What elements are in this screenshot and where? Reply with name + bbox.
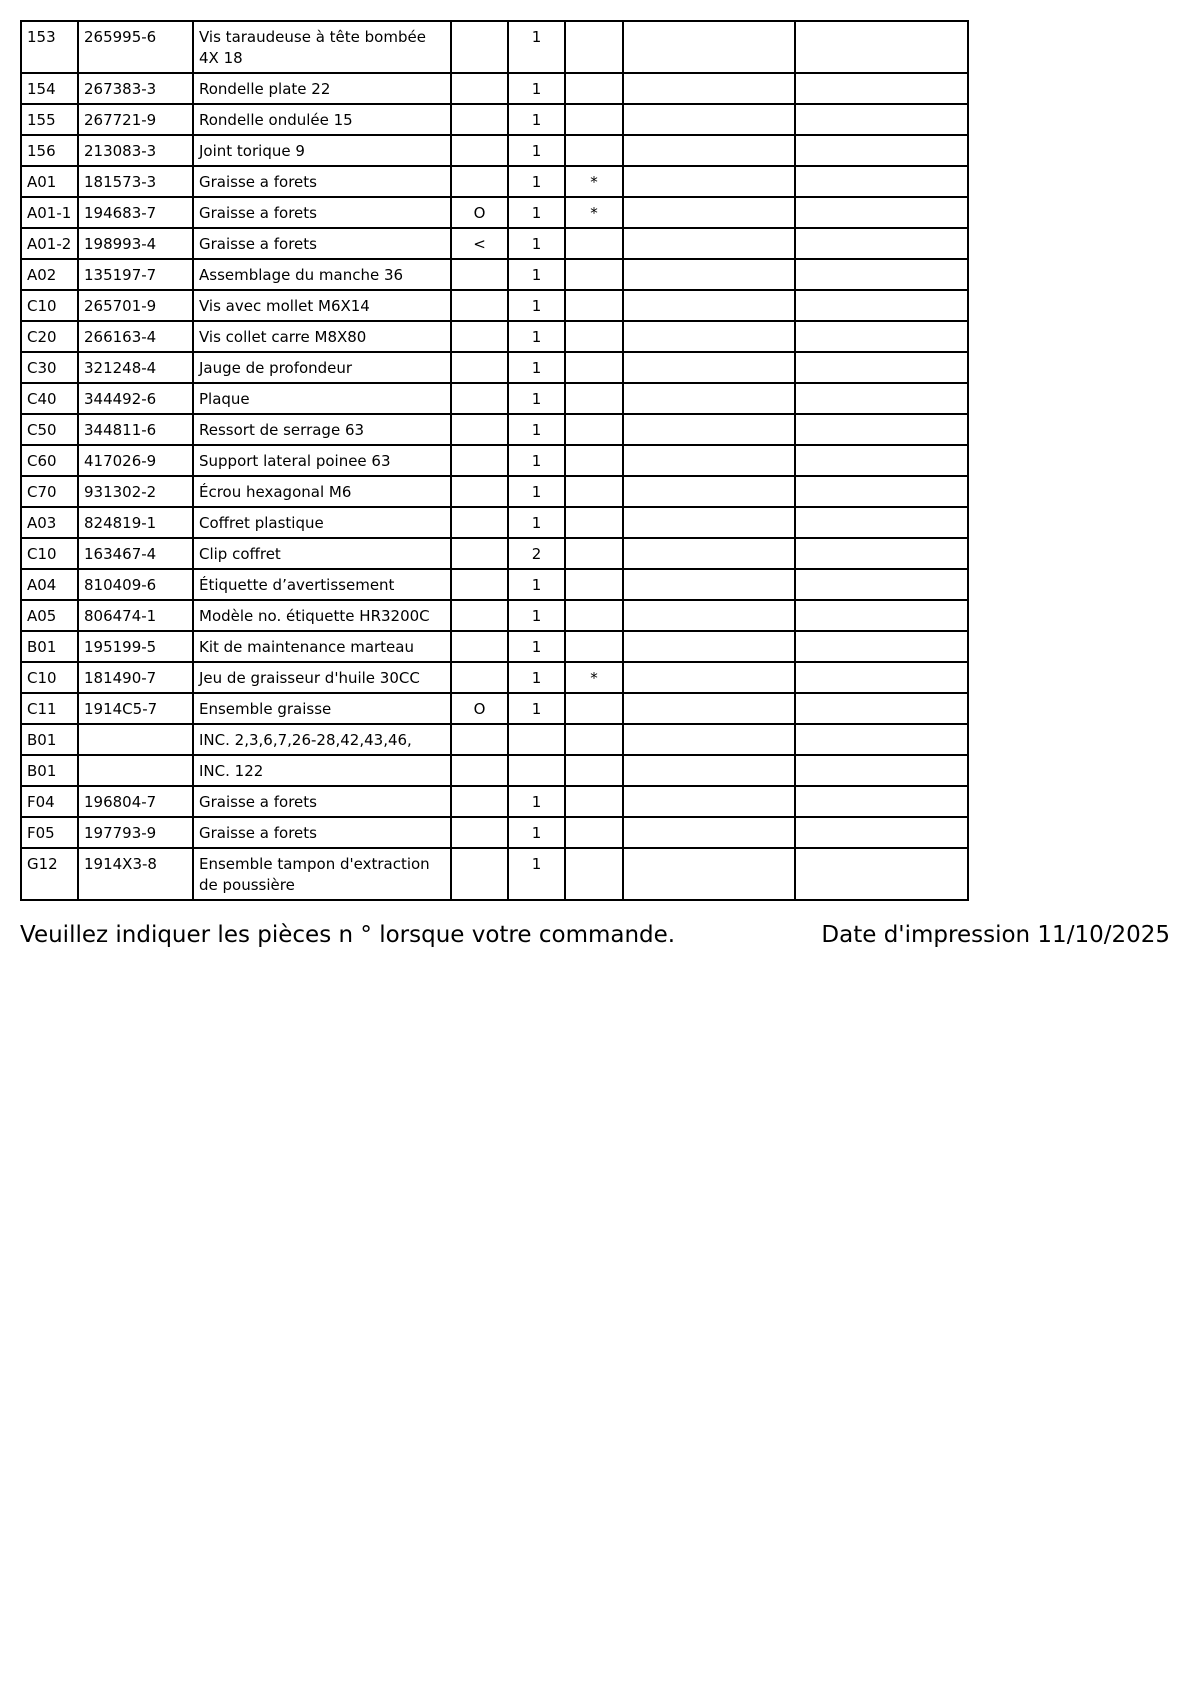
table-row bbox=[21, 352, 968, 383]
note-cell bbox=[565, 755, 623, 786]
part-number-cell: 135197-7 bbox=[78, 259, 193, 290]
blank-cell-1 bbox=[623, 197, 795, 228]
blank-cell-1 bbox=[623, 538, 795, 569]
note-cell bbox=[565, 538, 623, 569]
quantity-cell: 1 bbox=[508, 569, 565, 600]
mark-cell bbox=[451, 631, 508, 662]
blank-cell-2 bbox=[795, 383, 968, 414]
blank-cell-2 bbox=[795, 476, 968, 507]
blank-cell-1 bbox=[623, 352, 795, 383]
parts-table bbox=[20, 20, 969, 901]
ref-cell: 156 bbox=[21, 135, 78, 166]
part-number-cell: 810409-6 bbox=[78, 569, 193, 600]
table-row bbox=[21, 817, 968, 848]
ref-cell: A04 bbox=[21, 569, 78, 600]
note-cell: * bbox=[565, 662, 623, 693]
description-cell: Graisse a forets bbox=[193, 166, 451, 197]
ref-cell: C40 bbox=[21, 383, 78, 414]
blank-cell-2 bbox=[795, 73, 968, 104]
part-number-cell: 195199-5 bbox=[78, 631, 193, 662]
blank-cell-2 bbox=[795, 538, 968, 569]
blank-cell-1 bbox=[623, 817, 795, 848]
quantity-cell: 1 bbox=[508, 321, 565, 352]
quantity-cell: 1 bbox=[508, 786, 565, 817]
quantity-cell: 1 bbox=[508, 104, 565, 135]
table-row bbox=[21, 166, 968, 197]
part-number-cell: 265995-6 bbox=[78, 21, 193, 73]
description-cell: Kit de maintenance marteau bbox=[193, 631, 451, 662]
mark-cell bbox=[451, 73, 508, 104]
note-cell bbox=[565, 352, 623, 383]
blank-cell-2 bbox=[795, 600, 968, 631]
mark-cell bbox=[451, 383, 508, 414]
ref-cell: 153 bbox=[21, 21, 78, 73]
mark-cell bbox=[451, 755, 508, 786]
table-row bbox=[21, 445, 968, 476]
blank-cell-1 bbox=[623, 414, 795, 445]
blank-cell-2 bbox=[795, 166, 968, 197]
part-number-cell: 417026-9 bbox=[78, 445, 193, 476]
quantity-cell bbox=[508, 755, 565, 786]
description-cell: Ensemble graisse bbox=[193, 693, 451, 724]
ref-cell: A05 bbox=[21, 600, 78, 631]
description-cell: Modèle no. étiquette HR3200C bbox=[193, 600, 451, 631]
quantity-cell: 1 bbox=[508, 848, 565, 900]
part-number-cell: 344811-6 bbox=[78, 414, 193, 445]
part-number-cell: 265701-9 bbox=[78, 290, 193, 321]
blank-cell-2 bbox=[795, 290, 968, 321]
mark-cell bbox=[451, 321, 508, 352]
note-cell bbox=[565, 383, 623, 414]
mark-cell bbox=[451, 290, 508, 321]
note-cell bbox=[565, 414, 623, 445]
note-cell bbox=[565, 290, 623, 321]
table-row bbox=[21, 290, 968, 321]
description-cell: Graisse a forets bbox=[193, 197, 451, 228]
blank-cell-2 bbox=[795, 724, 968, 755]
blank-cell-1 bbox=[623, 476, 795, 507]
note-cell bbox=[565, 817, 623, 848]
blank-cell-1 bbox=[623, 848, 795, 900]
mark-cell bbox=[451, 352, 508, 383]
blank-cell-1 bbox=[623, 755, 795, 786]
mark-cell bbox=[451, 848, 508, 900]
mark-cell bbox=[451, 724, 508, 755]
ref-cell: 154 bbox=[21, 73, 78, 104]
part-number-cell: 196804-7 bbox=[78, 786, 193, 817]
description-cell: Graisse a forets bbox=[193, 786, 451, 817]
table-row bbox=[21, 259, 968, 290]
table-row bbox=[21, 104, 968, 135]
note-cell bbox=[565, 693, 623, 724]
note-cell bbox=[565, 600, 623, 631]
quantity-cell: 1 bbox=[508, 693, 565, 724]
blank-cell-1 bbox=[623, 321, 795, 352]
mark-cell bbox=[451, 135, 508, 166]
part-number-cell: 266163-4 bbox=[78, 321, 193, 352]
mark-cell bbox=[451, 21, 508, 73]
mark-cell bbox=[451, 817, 508, 848]
blank-cell-2 bbox=[795, 755, 968, 786]
table-row bbox=[21, 662, 968, 693]
table-row bbox=[21, 848, 968, 900]
mark-cell bbox=[451, 538, 508, 569]
note-cell bbox=[565, 228, 623, 259]
part-number-cell: 198993-4 bbox=[78, 228, 193, 259]
note-cell bbox=[565, 73, 623, 104]
part-number-cell: 197793-9 bbox=[78, 817, 193, 848]
description-cell: Rondelle plate 22 bbox=[193, 73, 451, 104]
description-cell: Vis taraudeuse à tête bombée 4X 18 bbox=[193, 21, 451, 73]
ref-cell: F04 bbox=[21, 786, 78, 817]
parts-table-body bbox=[21, 21, 968, 900]
description-cell: INC. 122 bbox=[193, 755, 451, 786]
part-number-cell: 267383-3 bbox=[78, 73, 193, 104]
quantity-cell: 1 bbox=[508, 290, 565, 321]
quantity-cell: 1 bbox=[508, 228, 565, 259]
note-cell bbox=[565, 135, 623, 166]
description-cell: Joint torique 9 bbox=[193, 135, 451, 166]
note-cell: * bbox=[565, 166, 623, 197]
description-cell: Plaque bbox=[193, 383, 451, 414]
note-cell bbox=[565, 631, 623, 662]
quantity-cell: 1 bbox=[508, 73, 565, 104]
blank-cell-2 bbox=[795, 817, 968, 848]
mark-cell: O bbox=[451, 693, 508, 724]
table-row bbox=[21, 73, 968, 104]
mark-cell bbox=[451, 166, 508, 197]
note-cell: * bbox=[565, 197, 623, 228]
table-row bbox=[21, 786, 968, 817]
ref-cell: F05 bbox=[21, 817, 78, 848]
quantity-cell: 1 bbox=[508, 476, 565, 507]
description-cell: Jauge de profondeur bbox=[193, 352, 451, 383]
table-row bbox=[21, 414, 968, 445]
description-cell: Rondelle ondulée 15 bbox=[193, 104, 451, 135]
ref-cell: C11 bbox=[21, 693, 78, 724]
blank-cell-2 bbox=[795, 228, 968, 259]
blank-cell-2 bbox=[795, 414, 968, 445]
part-number-cell: 181490-7 bbox=[78, 662, 193, 693]
mark-cell bbox=[451, 569, 508, 600]
mark-cell: O bbox=[451, 197, 508, 228]
ref-cell: C60 bbox=[21, 445, 78, 476]
ref-cell: C10 bbox=[21, 290, 78, 321]
blank-cell-2 bbox=[795, 321, 968, 352]
mark-cell bbox=[451, 600, 508, 631]
blank-cell-2 bbox=[795, 135, 968, 166]
mark-cell bbox=[451, 786, 508, 817]
blank-cell-1 bbox=[623, 21, 795, 73]
quantity-cell: 1 bbox=[508, 445, 565, 476]
mark-cell bbox=[451, 662, 508, 693]
quantity-cell: 1 bbox=[508, 662, 565, 693]
quantity-cell: 1 bbox=[508, 507, 565, 538]
part-number-cell: 1914X3-8 bbox=[78, 848, 193, 900]
note-cell bbox=[565, 21, 623, 73]
part-number-cell: 194683-7 bbox=[78, 197, 193, 228]
ref-cell: B01 bbox=[21, 631, 78, 662]
part-number-cell: 163467-4 bbox=[78, 538, 193, 569]
ref-cell: C70 bbox=[21, 476, 78, 507]
blank-cell-2 bbox=[795, 848, 968, 900]
description-cell: Étiquette d’avertissement bbox=[193, 569, 451, 600]
ref-cell: B01 bbox=[21, 724, 78, 755]
note-cell bbox=[565, 569, 623, 600]
mark-cell bbox=[451, 507, 508, 538]
quantity-cell: 1 bbox=[508, 631, 565, 662]
part-number-cell: 806474-1 bbox=[78, 600, 193, 631]
description-cell: Graisse a forets bbox=[193, 817, 451, 848]
table-row bbox=[21, 569, 968, 600]
quantity-cell: 1 bbox=[508, 352, 565, 383]
part-number-cell: 931302-2 bbox=[78, 476, 193, 507]
quantity-cell: 1 bbox=[508, 197, 565, 228]
ref-cell: C20 bbox=[21, 321, 78, 352]
blank-cell-1 bbox=[623, 445, 795, 476]
description-cell: Ensemble tampon d'extraction de poussière bbox=[193, 848, 451, 900]
ref-cell: A01 bbox=[21, 166, 78, 197]
blank-cell-1 bbox=[623, 135, 795, 166]
description-cell: Graisse a forets bbox=[193, 228, 451, 259]
ref-cell: B01 bbox=[21, 755, 78, 786]
blank-cell-1 bbox=[623, 166, 795, 197]
ref-cell: A03 bbox=[21, 507, 78, 538]
note-cell bbox=[565, 321, 623, 352]
mark-cell bbox=[451, 476, 508, 507]
table-row bbox=[21, 321, 968, 352]
table-row bbox=[21, 724, 968, 755]
description-cell: Coffret plastique bbox=[193, 507, 451, 538]
quantity-cell: 2 bbox=[508, 538, 565, 569]
blank-cell-2 bbox=[795, 662, 968, 693]
blank-cell-1 bbox=[623, 631, 795, 662]
blank-cell-2 bbox=[795, 693, 968, 724]
part-number-cell: 181573-3 bbox=[78, 166, 193, 197]
note-cell bbox=[565, 445, 623, 476]
ref-cell: C10 bbox=[21, 538, 78, 569]
print-date: Date d'impression 11/10/2025 bbox=[821, 922, 1170, 948]
description-cell: Jeu de graisseur d'huile 30CC bbox=[193, 662, 451, 693]
blank-cell-2 bbox=[795, 104, 968, 135]
description-cell: Assemblage du manche 36 bbox=[193, 259, 451, 290]
blank-cell-2 bbox=[795, 445, 968, 476]
ref-cell: 155 bbox=[21, 104, 78, 135]
mark-cell bbox=[451, 414, 508, 445]
note-cell bbox=[565, 259, 623, 290]
table-row bbox=[21, 600, 968, 631]
part-number-cell: 213083-3 bbox=[78, 135, 193, 166]
blank-cell-2 bbox=[795, 197, 968, 228]
note-cell bbox=[565, 476, 623, 507]
description-cell: Clip coffret bbox=[193, 538, 451, 569]
table-row bbox=[21, 197, 968, 228]
ref-cell: C30 bbox=[21, 352, 78, 383]
table-row bbox=[21, 693, 968, 724]
note-cell bbox=[565, 104, 623, 135]
quantity-cell: 1 bbox=[508, 383, 565, 414]
quantity-cell: 1 bbox=[508, 166, 565, 197]
part-number-cell: 321248-4 bbox=[78, 352, 193, 383]
blank-cell-2 bbox=[795, 21, 968, 73]
table-row bbox=[21, 538, 968, 569]
blank-cell-1 bbox=[623, 693, 795, 724]
table-row bbox=[21, 383, 968, 414]
table-row bbox=[21, 755, 968, 786]
note-cell bbox=[565, 848, 623, 900]
table-row bbox=[21, 476, 968, 507]
note-cell bbox=[565, 786, 623, 817]
quantity-cell: 1 bbox=[508, 414, 565, 445]
blank-cell-1 bbox=[623, 507, 795, 538]
quantity-cell: 1 bbox=[508, 817, 565, 848]
blank-cell-2 bbox=[795, 507, 968, 538]
description-cell: Support lateral poinee 63 bbox=[193, 445, 451, 476]
quantity-cell: 1 bbox=[508, 135, 565, 166]
blank-cell-1 bbox=[623, 786, 795, 817]
table-row bbox=[21, 631, 968, 662]
blank-cell-2 bbox=[795, 569, 968, 600]
blank-cell-1 bbox=[623, 383, 795, 414]
table-row bbox=[21, 507, 968, 538]
part-number-cell: 267721-9 bbox=[78, 104, 193, 135]
ref-cell: C50 bbox=[21, 414, 78, 445]
description-cell: Vis collet carre M8X80 bbox=[193, 321, 451, 352]
ref-cell: A01-1 bbox=[21, 197, 78, 228]
table-row bbox=[21, 21, 968, 73]
quantity-cell: 1 bbox=[508, 259, 565, 290]
blank-cell-1 bbox=[623, 569, 795, 600]
description-cell: Écrou hexagonal M6 bbox=[193, 476, 451, 507]
blank-cell-1 bbox=[623, 73, 795, 104]
table-row bbox=[21, 228, 968, 259]
mark-cell: < bbox=[451, 228, 508, 259]
ref-cell: A02 bbox=[21, 259, 78, 290]
note-cell bbox=[565, 507, 623, 538]
blank-cell-2 bbox=[795, 786, 968, 817]
mark-cell bbox=[451, 445, 508, 476]
part-number-cell bbox=[78, 755, 193, 786]
order-note: Veuillez indiquer les pièces n ° lorsque votre commande. bbox=[20, 922, 676, 948]
description-cell: Ressort de serrage 63 bbox=[193, 414, 451, 445]
blank-cell-1 bbox=[623, 228, 795, 259]
blank-cell-2 bbox=[795, 259, 968, 290]
quantity-cell bbox=[508, 724, 565, 755]
part-number-cell bbox=[78, 724, 193, 755]
blank-cell-1 bbox=[623, 600, 795, 631]
part-number-cell: 344492-6 bbox=[78, 383, 193, 414]
part-number-cell: 824819-1 bbox=[78, 507, 193, 538]
blank-cell-1 bbox=[623, 104, 795, 135]
ref-cell: A01-2 bbox=[21, 228, 78, 259]
blank-cell-1 bbox=[623, 259, 795, 290]
note-cell bbox=[565, 724, 623, 755]
part-number-cell: 1914C5-7 bbox=[78, 693, 193, 724]
ref-cell: G12 bbox=[21, 848, 78, 900]
quantity-cell: 1 bbox=[508, 21, 565, 73]
ref-cell: C10 bbox=[21, 662, 78, 693]
mark-cell bbox=[451, 259, 508, 290]
blank-cell-2 bbox=[795, 631, 968, 662]
blank-cell-1 bbox=[623, 290, 795, 321]
blank-cell-2 bbox=[795, 352, 968, 383]
blank-cell-1 bbox=[623, 724, 795, 755]
mark-cell bbox=[451, 104, 508, 135]
table-row bbox=[21, 135, 968, 166]
blank-cell-1 bbox=[623, 662, 795, 693]
description-cell: Vis avec mollet M6X14 bbox=[193, 290, 451, 321]
description-cell: INC. 2,3,6,7,26-28,42,43,46, bbox=[193, 724, 451, 755]
quantity-cell: 1 bbox=[508, 600, 565, 631]
